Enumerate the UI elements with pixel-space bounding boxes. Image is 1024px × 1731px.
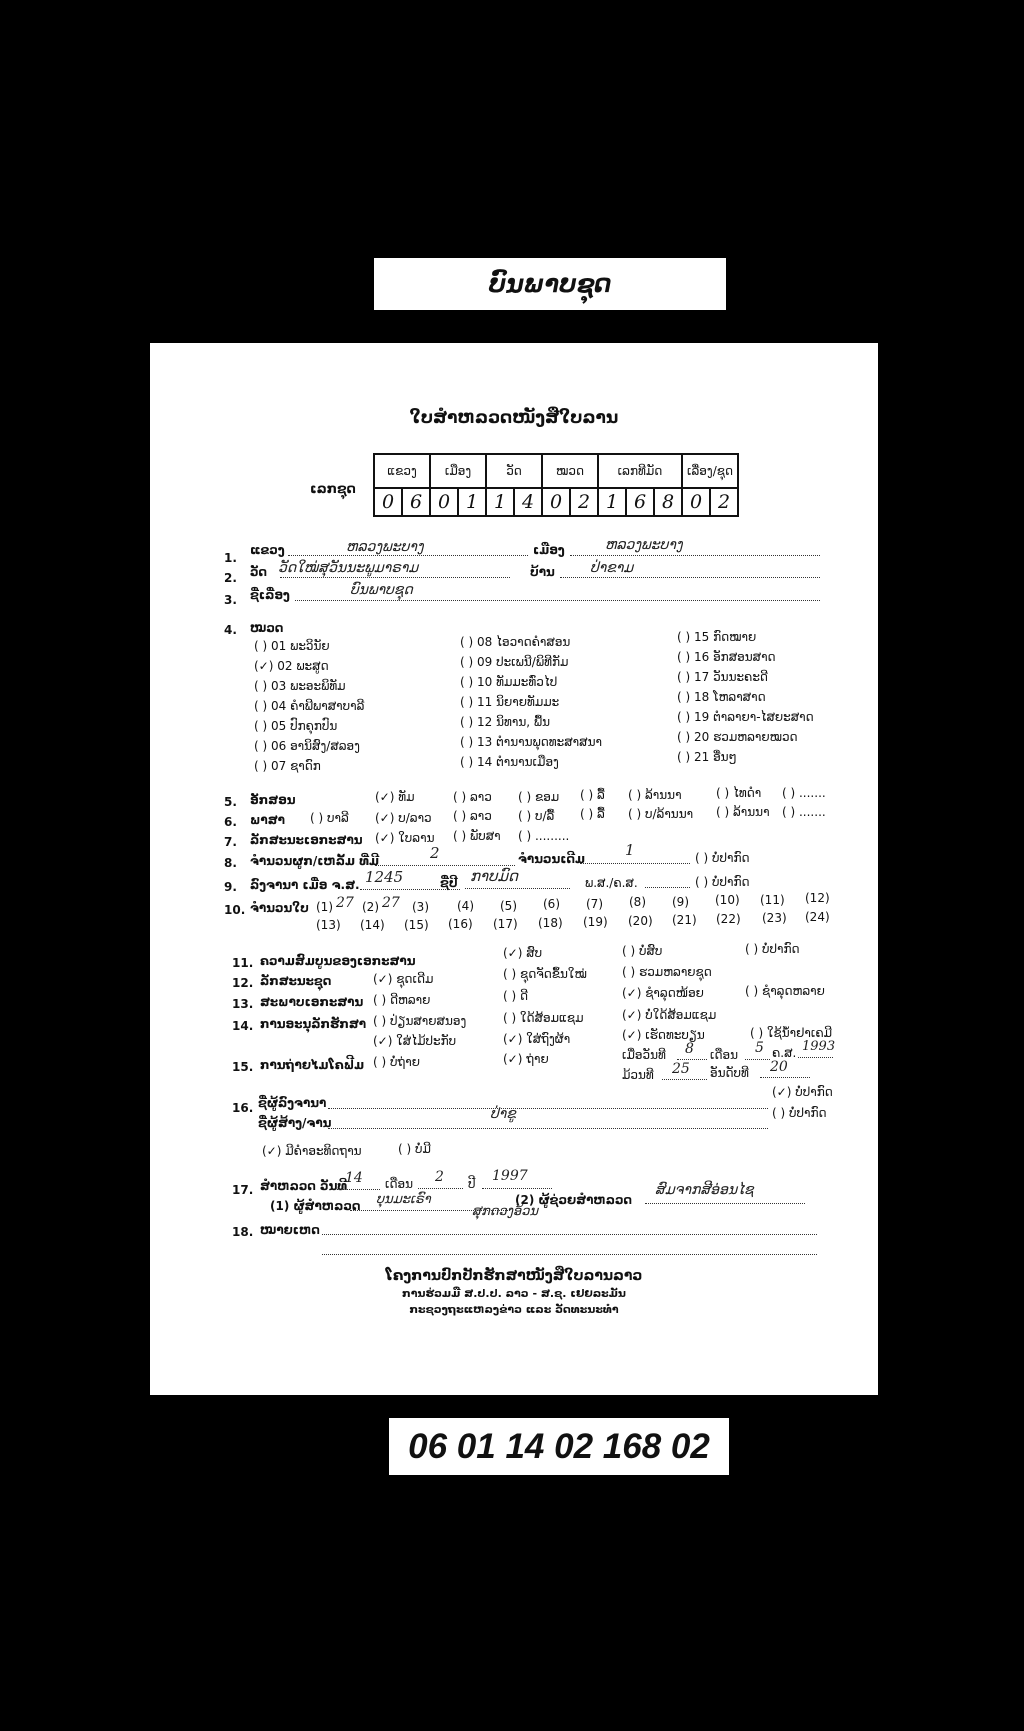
field-num: 13. [232, 997, 254, 1011]
district-label: ເມືອງ [533, 543, 565, 557]
microfilm-option[interactable]: (✓) ຖ່າຍ [503, 1052, 549, 1066]
field-num: 14. [232, 1019, 254, 1033]
category-option[interactable]: ( ) 20 ຮວມຫລາຍໝວດ [677, 730, 798, 744]
notes-label: ໝາຍເຫດ [260, 1223, 320, 1237]
leaf-slot: (4) [457, 899, 474, 913]
category-label: ໝວດ [250, 621, 284, 635]
film-day-value: 8 [685, 1041, 694, 1057]
field-num: 15. [232, 1060, 254, 1074]
village-value: ປ່າຂາມ [590, 560, 634, 576]
leaf-slot: (17) [493, 917, 518, 931]
doc-type-option[interactable]: ( ) ......... [518, 829, 570, 843]
language-option[interactable]: ( ) ....... [782, 805, 826, 819]
leaf-slot: (12) [805, 891, 830, 905]
code-header-province: ແຂວງ [374, 454, 430, 488]
leaf-slot: (20) [628, 914, 653, 928]
field-num: 17. [232, 1183, 254, 1197]
field-num: 11. [232, 956, 254, 970]
leaf-count-value: 27 [336, 895, 354, 911]
leaf-slot: (11) [760, 893, 785, 907]
surveyor-value: ບຸນມະເຣົາ [376, 1192, 431, 1207]
category-option[interactable]: ( ) 09 ປະເພນີ/ພິທີກັມ [460, 655, 569, 669]
category-option[interactable]: ( ) 19 ຕຳລາຍາ-ໄສຍະສາດ [677, 710, 814, 724]
prayer-option[interactable]: (✓) ມີຄຳອະທິດຖານ [262, 1144, 362, 1158]
category-option[interactable]: ( ) 15 ກົດໝາຍ [677, 630, 757, 644]
code-digit: 1 [598, 488, 626, 516]
field-num: 6. [224, 815, 237, 829]
script-option[interactable]: ( ) ລ້ານນາ [628, 788, 682, 802]
leaf-slot: (1) [316, 900, 333, 914]
footer-project: ໂຄງການປົກປັກຮັກສາໜັງສືໃບລານລາວ [385, 1268, 643, 1284]
code-digit: 2 [710, 488, 738, 516]
microfilm-label: ການຖ່າຍໄມໂຄຟີມ [260, 1058, 365, 1072]
title-value: ບົນພາບຊຸດ [350, 582, 413, 598]
script-option[interactable]: ( ) ລື້ [580, 788, 605, 802]
province-value: ຫລວງພະບາງ [346, 539, 424, 555]
leaf-slot: (9) [672, 895, 689, 909]
film-frame-label: ອັນດັບທີ [710, 1066, 749, 1080]
film-roll-label: ມ້ວນທີ [622, 1068, 654, 1082]
film-month-label: ເດືອນ [710, 1048, 739, 1062]
inscribed-label: ລົງຈານາ ເມື່ອ ຈ.ສ. [250, 878, 360, 892]
language-option[interactable]: ( ) ບາລີ [310, 811, 349, 825]
conservation-option[interactable]: ( ) ໃຊ້ນ້ຳຢາເຄມີ [750, 1026, 833, 1040]
script-option[interactable]: ( ) ຂອມ [518, 790, 560, 804]
completeness-option[interactable]: (✓) ສົບ [503, 946, 543, 960]
temple-value: ວັດໃໝ່ສຸວັນນະພູມາຣາມ [278, 560, 419, 576]
category-option[interactable]: ( ) 08 ໄອວາດຄຳສອນ [460, 635, 571, 649]
film-date-label: ເມື່ອວັນທີ [622, 1048, 666, 1062]
leaf-slot: (6) [543, 897, 560, 911]
bundle-count-label: ຈຳນວນຜູກ/ເຫລັ້ມ ທີ່ມີ [250, 854, 380, 868]
category-option[interactable]: ( ) 16 ອັກສອນສາດ [677, 650, 776, 664]
film-year-label: ຄ.ສ. [772, 1046, 797, 1060]
condition-option[interactable]: (✓) ຊຳລຸດໜ້ອຍ [622, 986, 704, 1000]
field-num: 8. [224, 856, 237, 870]
assistant-value: ສົມຈາກສີອ່ອນໄຊ [655, 1182, 754, 1198]
category-option[interactable]: ( ) 07 ຊາດົກ [254, 759, 321, 773]
province-label: ແຂວງ [250, 543, 285, 557]
year-name-value: ກາບມົດ [470, 867, 519, 885]
category-option[interactable]: ( ) 12 ນິທານ, ພື້ນ [460, 715, 550, 729]
film-frame-value: 20 [770, 1059, 788, 1075]
set-type-option[interactable]: ( ) ຊຸດຈັດຂຶ້ນໃໝ່ [503, 967, 587, 981]
category-option[interactable]: ( ) 05 ປົກຄຸກປົນ [254, 719, 338, 733]
category-option[interactable]: ( ) 04 ຄຳພີພາສາບາລີ [254, 699, 365, 713]
code-table [373, 453, 739, 517]
survey-form [150, 343, 878, 1395]
inscribed-year-value: 1245 [365, 868, 404, 886]
condition-option[interactable]: ( ) ດີຫລາຍ [373, 993, 431, 1007]
code-digit: 6 [402, 488, 430, 516]
conservation-option[interactable]: (✓) ບໍ່ໃດ້ສ້ອມແຊມ [622, 1008, 717, 1022]
code-digit: 1 [486, 488, 514, 516]
script-option[interactable]: ( ) ໄທດຳ [716, 786, 762, 800]
category-option[interactable]: ( ) 11 ນິຍາຍທັມມະ [460, 695, 560, 709]
title-label: ຊື່ເລື່ອງ [250, 588, 290, 602]
inscriber-label: ຊື່ຜູ້ລົງຈານາ [258, 1096, 327, 1110]
completeness-option[interactable]: ( ) ບໍ່ປາກົດ [745, 942, 800, 956]
completeness-label: ຄວາມສົມບູນຂອງເອກະສານ [260, 954, 416, 968]
set-type-label: ລັກສະນະຊຸດ [260, 974, 332, 988]
field-num: 16. [232, 1101, 254, 1115]
completeness-option[interactable]: ( ) ບໍ່ສົບ [622, 944, 663, 958]
creator-unknown-option[interactable]: ( ) ບໍ່ປາກົດ [772, 1106, 827, 1120]
field-num: 5. [224, 795, 237, 809]
code-header-category: ໝວດ [542, 454, 598, 488]
condition-label: ສະພາບເອກະສານ [260, 995, 364, 1009]
category-option[interactable]: ( ) 18 ໂຫລາສາດ [677, 690, 766, 704]
leaf-slot: (19) [583, 915, 608, 929]
condition-option[interactable]: ( ) ຊຳລຸດຫລາຍ [745, 984, 825, 998]
inscriber-unknown-option[interactable]: (✓) ບໍ່ປາກົດ [772, 1085, 833, 1099]
assistant-2-value: ສຸກດວງອ້ວນ [472, 1204, 539, 1219]
code-digit: 0 [374, 488, 402, 516]
leaf-slot: (8) [629, 895, 646, 909]
film-month-value: 5 [755, 1040, 764, 1056]
film-roll-value: 25 [672, 1061, 690, 1077]
language-option[interactable]: ( ) ລື້ [580, 807, 605, 821]
category-option[interactable]: ( ) 17 ວັນນະຄະດີ [677, 670, 768, 684]
language-option[interactable]: (✓) ບ/ລາວ [375, 811, 432, 825]
conservation-option[interactable]: (✓) ໃສ່ໄມ້ປະກັບ [373, 1034, 457, 1048]
code-header-district: ເມືອງ [430, 454, 486, 488]
leaf-slot: (2) [362, 900, 379, 914]
code-digit: 4 [514, 488, 542, 516]
code-header-temple: ວັດ [486, 454, 542, 488]
leaf-slot: (14) [360, 918, 385, 932]
footer-code-strip: 06 01 14 02 168 02 [389, 1418, 729, 1475]
conservation-option[interactable]: (✓) ໃສ່ຖົງຜ້າ [503, 1032, 571, 1046]
creator-value: ປ່າຂູ [490, 1106, 516, 1122]
leaf-slot: (18) [538, 916, 563, 930]
code-digit: 8 [654, 488, 682, 516]
surveyor-label: (1) ຜູ້ສຳຫລວດ [270, 1199, 361, 1213]
leaf-count-label: ຈຳນວນໃບ [250, 901, 309, 915]
survey-day-value: 14 [345, 1170, 363, 1186]
temple-label: ວັດ [250, 565, 268, 579]
conservation-option[interactable]: ( ) ໃດ້ສ້ອມແຊມ [503, 1011, 584, 1025]
leaf-count-value: 27 [382, 895, 400, 911]
doc-type-option[interactable]: (✓) ໃບລານ [375, 831, 435, 845]
doc-type-option[interactable]: ( ) ພັບສາ [453, 829, 501, 843]
field-num: 3. [224, 593, 237, 607]
code-digit: 6 [626, 488, 654, 516]
category-option[interactable]: ( ) 21 ອື່ນໆ [677, 750, 737, 764]
field-num: 2. [224, 571, 237, 585]
microfilm-option[interactable]: ( ) ບໍ່ຖ່າຍ [373, 1055, 420, 1069]
bundle-unknown-option[interactable]: ( ) ບໍ່ປາກົດ [695, 851, 750, 865]
leaf-slot: (22) [716, 912, 741, 926]
condition-option[interactable]: ( ) ດີ [503, 989, 529, 1003]
assistant-label: (2) ຜູ້ຊ່ວຍສຳຫລວດ [515, 1193, 633, 1207]
footer-cooperation: ການຮ່ວມມື ສ.ປ.ປ. ລາວ - ສ.ຊ. ເຢຍລະມັນ [402, 1287, 626, 1300]
era-label: ພ.ສ./ຄ.ສ. [585, 876, 638, 890]
header-strip: ບົນພາບຊຸດ [374, 258, 726, 310]
code-digit: 1 [458, 488, 486, 516]
survey-month-label: ເດືອນ [385, 1177, 414, 1191]
creator-label: ຊື່ຜູ້ສ້າງ/ຈານ [258, 1116, 332, 1130]
set-type-option[interactable]: (✓) ຊຸດເດີມ [373, 972, 434, 986]
category-option[interactable]: ( ) 13 ຕຳນານພຸດທະສາສນາ [460, 735, 602, 749]
conservation-option[interactable]: (✓) ເຮັດທະບຽນ [622, 1028, 705, 1042]
set-type-option[interactable]: ( ) ຮວມຫລາຍຊຸດ [622, 965, 712, 979]
script-option[interactable]: (✓) ທັມ [375, 790, 415, 804]
survey-year-value: 1997 [492, 1168, 528, 1184]
script-label: ອັກສອນ [250, 793, 296, 807]
survey-date-label: ສຳຫລວດ ວັນທີ [260, 1179, 348, 1193]
film-year-value: 1993 [802, 1039, 836, 1054]
category-option[interactable]: ( ) 03 ພະອະພິທັມ [254, 679, 346, 693]
original-count-value: 1 [625, 841, 635, 859]
category-option[interactable]: ( ) 01 ພະວິນັຍ [254, 639, 330, 653]
footer-ministry: ກະຊວງຖະແຫລງຂ່າວ ແລະ ວັດທະນະທຳ [409, 1303, 619, 1316]
leaf-slot: (10) [715, 893, 740, 907]
leaf-slot: (3) [412, 900, 429, 914]
district-value: ຫລວງພະບາງ [605, 537, 683, 553]
leaf-slot: (13) [316, 918, 341, 932]
category-option[interactable]: (✓) 02 ພະສູດ [254, 659, 329, 673]
survey-year-label: ປີ [468, 1177, 476, 1191]
village-label: ບ້ານ [530, 565, 555, 579]
field-num: 10. [224, 903, 246, 917]
leaf-slot: (5) [500, 899, 517, 913]
field-num: 9. [224, 880, 237, 894]
language-option[interactable]: ( ) ລາວ [453, 809, 492, 823]
field-num: 18. [232, 1225, 254, 1239]
field-num: 12. [232, 976, 254, 990]
category-option[interactable]: ( ) 06 ອານິສົງ/ສລອງ [254, 739, 360, 753]
language-label: ພາສາ [250, 813, 285, 827]
script-option[interactable]: ( ) ລາວ [453, 790, 492, 804]
doc-type-label: ລັກສະນະເອກະສານ [250, 833, 363, 847]
conservation-label: ການອະນຸລັກຮັກສາ [260, 1017, 367, 1031]
code-header-story-set: ເລື່ອງ/ຊຸດ [682, 454, 738, 488]
field-num: 4. [224, 623, 237, 637]
code-digit: 0 [430, 488, 458, 516]
conservation-option[interactable]: ( ) ປ່ຽນສາຍສນອງ [373, 1014, 467, 1028]
language-option[interactable]: ( ) ບ/ລື້ [518, 809, 555, 823]
survey-month-value: 2 [435, 1169, 444, 1185]
form-title: ໃບສຳຫລວດໜັງສືໃບລານ [409, 408, 619, 428]
leaf-slot: (23) [762, 911, 787, 925]
leaf-slot: (16) [448, 917, 473, 931]
script-option[interactable]: ( ) ....... [782, 786, 826, 800]
language-option[interactable]: ( ) ບ/ລ້ານນາ [628, 807, 694, 821]
code-label: ເລກຊຸດ [310, 482, 356, 497]
code-digit: 2 [570, 488, 598, 516]
field-num: 1. [224, 551, 237, 565]
leaf-slot: (24) [805, 910, 830, 924]
original-count-label: ຈຳນວນເດີມ [518, 852, 586, 866]
code-digit: 0 [542, 488, 570, 516]
language-option[interactable]: ( ) ລ້ານນາ [716, 805, 770, 819]
date-unknown-option[interactable]: ( ) ບໍ່ປາກົດ [695, 875, 750, 889]
category-option[interactable]: ( ) 14 ຕຳນານເມືອງ [460, 755, 559, 769]
bundle-count-value: 2 [430, 844, 440, 862]
leaf-slot: (15) [404, 918, 429, 932]
leaf-slot: (21) [672, 913, 697, 927]
year-name-label: ຊື່ປີ [440, 876, 458, 890]
prayer-option[interactable]: ( ) ບໍ່ມີ [398, 1142, 431, 1156]
category-option[interactable]: ( ) 10 ທັມມະທົ່ວໄປ [460, 675, 558, 689]
field-num: 7. [224, 835, 237, 849]
leaf-slot: (7) [586, 897, 603, 911]
code-digit: 0 [682, 488, 710, 516]
code-header-bundle-number: ເລກທີມັດ [598, 454, 682, 488]
